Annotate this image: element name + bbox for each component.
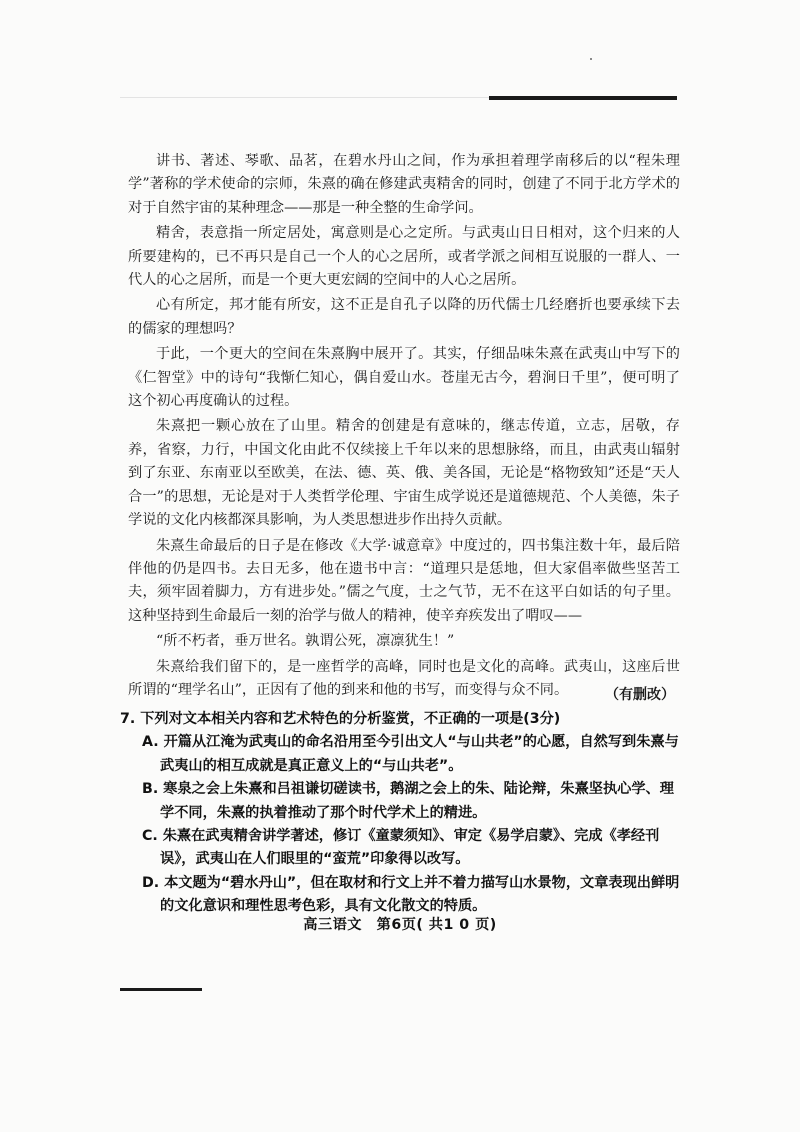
option-c: C. 朱熹在武夷精舍讲学著述，修订《童蒙须知》、审定《易学启蒙》、完成《孝经刊误》，武夷山在人们眼里的“蛮荒”印象得以改写。 xyxy=(142,828,660,868)
scan-speck xyxy=(590,58,592,60)
article-paragraph-8: 朱熹给我们留下的，是一座哲学的高峰，同时也是文化的高峰。武夷山，这座后世所谓的“理学名山”，正因有了他的到来和他的书写，而变得与众不同。 xyxy=(128,658,680,698)
article-paragraph-1: 讲书、著述、琴歌、品茗，在碧水丹山之间，作为承担着理学南移后的以“程朱理学”著称的学术使命的宗师，朱熹的确在修建武夷精舍的同时，创建了不同于北方学术的对于自然宇宙的某种理念——那是一种全整的生命学问。 xyxy=(128,153,680,216)
option-a: A. 开篇从江淹为武夷山的命名沿用至今引出文人“与山共老”的心愿，自然写到朱熹与武夷山的相互成就是真正意义上的“与山共老”。 xyxy=(142,734,679,774)
article-quote: “所不朽者，垂万世名。孰谓公死，凛凛犹生！” xyxy=(156,633,455,650)
source-note: （有删改） xyxy=(605,687,675,703)
article-paragraph-5: 朱熹把一颗心放在了山里。精舍的创建是有意味的，继志传道，立志，居敬，存养，省察，力行，中国文化由此不仅续接上千年以来的思想脉络，而且，由武夷山辐射到了东亚、东南亚以至欧美，在法、德、英、俄、美各国，无论是“格物致知”还是“天人合一”的思想，无论是对于人类哲学伦理、宇宙生成学说还是道德规范、个人美德，朱子学说的文化内核都深具影响，为人类思想进步作出持久贡献。 xyxy=(128,418,680,529)
article-paragraph-4: 于此，一个更大的空间在朱熹胸中展开了。其实，仔细品味朱熹在武夷山中写下的《仁智堂》中的诗句“我惭仁知心，偶自爱山水。苍崖无古今，碧涧日千里”，便可明了这个初心再度确认的过程。 xyxy=(128,346,680,410)
page-footer: 高三语文 第6页( 共1 0 页) xyxy=(303,917,497,933)
article-paragraph-3: 心有所定，邦才能有所安，这不正是自孔子以降的历代儒士几经磨折也要承续下去的儒家的理想吗？ xyxy=(128,297,680,337)
question-7 xyxy=(120,708,680,919)
option-d: D. 本文题为“碧水丹山”，但在取材和行文上并不着力描写山水景物，文章表现出鲜明的文化意识和理性思考色彩，具有文化散文的特质。 xyxy=(142,874,680,915)
question-stem: 7. 下列对文本相关内容和艺术特色的分析鉴赏，不正确的一项是(3分) xyxy=(120,711,561,727)
option-b: B. 寒泉之会上朱熹和吕祖谦切磋读书，鹅湖之会上的朱、陆论辩，朱熹坚执心学、理学不同，朱熹的执着推动了那个时代学术上的精进。 xyxy=(142,781,674,821)
article-paragraph-6: 朱熹生命最后的日子是在修改《大学·诚意章》中度过的，四书集注数十年，最后陪伴他的仍是四书。去日无多，他在遗书中言：“道理只是恁地，但大家倡率做些坚苦工夫，须牢固着脚力，方有进步处。”儒之气度，士之气节，无不在这平白如话的句子里。这种坚持到生命最后一刻的治学与做人的精神，使辛弃疾发出了喟叹—— xyxy=(128,537,680,624)
header-rule xyxy=(489,96,677,100)
header-rule-faint xyxy=(120,97,489,98)
article-paragraph-2: 精舍，表意指一所定居处，寓意则是心之定所。与武夷山日日相对，这个归来的人所要建构的，已不再只是自己一个人的心之居所，或者学派之间相互说服的一群人、一代人的心之居所，而是一个更大更宏阔的空间中的人心之居所。 xyxy=(128,225,680,289)
footer-rule xyxy=(120,988,202,991)
article-body xyxy=(128,150,680,704)
